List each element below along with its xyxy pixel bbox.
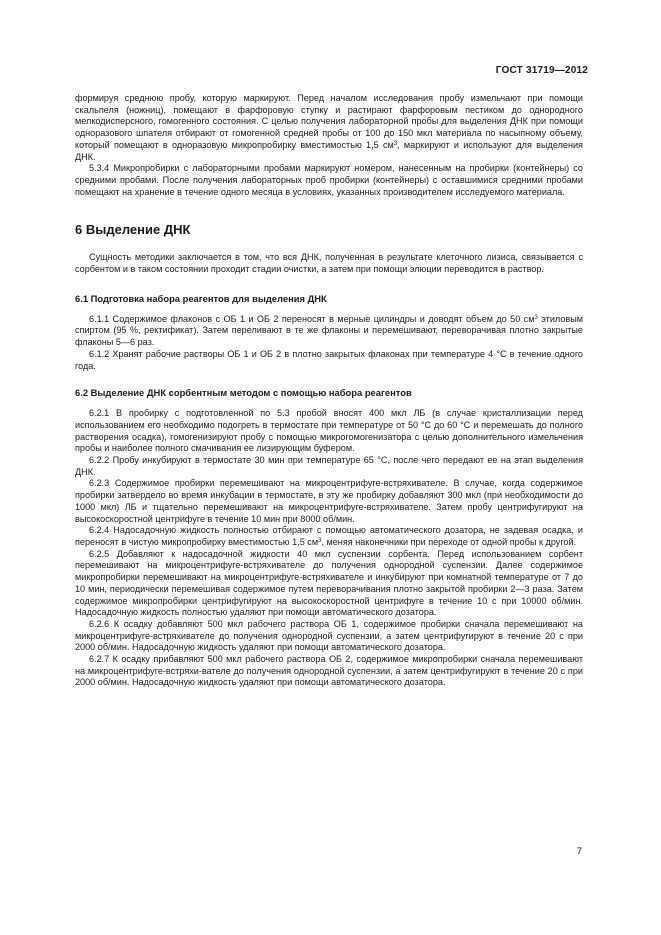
paragraph-6-2-1: 6.2.1 В пробирку с подготовленной по 5.3 пробой вносят 400 мкл ЛБ (в случае кристаллизации перед использованием его необходимо подогреть в термостате при температуре от 50 °С до 60 °С и перемешать до полного растворения осадка), гомогенизируют пробу с помощью микрогомогенизатора с целью дополнительного измельчения пробы и наиболее полного смачивания ее лизирующим буфером. [75, 408, 583, 454]
section-6-heading: 6 Выделение ДНК [75, 222, 191, 238]
paragraph-5-3-4: 5.3.4 Микропробирки с лабораторными пробами маркируют номером, нанесенным на пробирки (контейнеры) со средними пробами. После получения лабораторных проб пробирки (контейнеры) с оставшимися средними пробами помещают на хранение в течение одного месяца в условиях, указанных производителем исследуемого материала. [75, 163, 583, 197]
paragraph-6-2-5: 6.2.5 Добавляют к надосадочной жидкости 40 мкл суспензии сорбента. Перед использованием сорбент перемешивают на микроцентрифуге-встряхивателе до получения однородной суспензии. Далее содержимое микропробирки перемешивают на микроцентрифуге-встряхивателе и инкубируют при комнатной температуре от 7 до 10 мин, периодически перемешивая содержимое путем переворачивания плотно закрытой пробирки 2—3 раза. Затем содержимое микропробирки центрифугируют на высокоскоростной центрифуге в течение 10 с при 10000 об/мин. Надосадочную жидкость полностью удаляют при помощи автоматического дозатора. [75, 548, 583, 618]
paragraph-6-2-7: 6.2.7 К осадку прибавляют 500 мкл рабочего раствора ОБ 2, содержимое микропробирки сначала перемешивают на микроцентрифуге-встряхи-вателе до получения однородной суспензии, а затем центрифугируют в течение 20 с при 2000 об/мин. Надосадочную жидкость удаляют при помощи автоматического дозатора. [75, 654, 583, 688]
paragraph-continuation: формируя среднюю пробу, которую маркируют. Перед началом исследования пробу измельчают при помощи скальпеля (ножниц), помещают в фарфоровую ступку и растирают фарфоровым пестиком до однородного мелкодисперсного, гомогенного состояния. С целью получения лабораторной пробы для выделения ДНК при помощи одноразового шпателя отбирают от гомогенной средней пробы от 100 до 150 мкл материала по насыпному объему, который помещают в одноразовую микропробирку вместимостью 1,5 $см^3$, маркируют и используют для выделения ДНК. [75, 93, 583, 162]
page-number: 7 [576, 846, 582, 857]
section-6-2-heading: 6.2 Выделение ДНК сорбентным методом с помощью набора реагентов [75, 387, 412, 399]
paragraph-6-2-6: 6.2.6 К осадку добавляют 500 мкл рабочего раствора ОБ 1, содержимое пробирки сначала перемешивают на микроцентрифуге-встряхивателе до получения однородной суспензии, а затем центрифугируют в течение 20 с при 2000 об/мин. Надосадочную жидкость удаляют при помощи автоматического дозатора. [75, 618, 583, 653]
paragraph-6-2-3: 6.2.3 Содержимое пробирки перемешивают на микроцентрифуге-встряхивателе. В случае, когда содержимое пробирки затвердело во время инкубации в термостате, в эту же пробирку добавляют 300 мкл (при необходимости до 1000 мкл) ЛБ и тщательно перемешивают на микроцентрифуге-встряхивателе. Затем пробу центрифугируют на высокоскоростной центрифуге в течение 10 мин при 8000 об/мин. [75, 478, 583, 524]
page-content [75, 93, 583, 689]
paragraph-6-1-2: 6.1.2 Хранят рабочие растворы ОБ 1 и ОБ 2 в плотно закрытых флаконах при температуре 4 °С в течение одного года. [75, 348, 583, 371]
section-6-1-heading: 6.1 Подготовка набора реагентов для выделения ДНК [75, 292, 327, 304]
paragraph-6-2-2: 6.2.2 Пробу инкубируют в термостате 30 мин при температуре 65 °С, после чего передают ее на этап выделения ДНК. [75, 455, 583, 477]
paragraph-6-1-1: 6.1.1 Содержимое флаконов с ОБ 1 и ОБ 2 переносят в мерные цилиндры и доводят объем до 50 $см^3$ этиловым спиртом (95 %, ректификат). Затем переливают в те же флаконы и перемешивают, переворачивая плотно закрытые флаконы 5—6 раз. [75, 313, 583, 348]
standard-designation: ГОСТ 31719—2012 [495, 65, 588, 76]
paragraph-6-2-4: 6.2.4 Надосадочную жидкость полностью отбирают с помощью автоматического дозатора, не задевая осадка, и переносят в чистую микропробирку вместимостью 1,5 $см^3$, меняя наконечники при переходе от одной пробы к другой. [75, 525, 583, 547]
paragraph-section-6-intro: Сущность методики заключается в том, что вся ДНК, полученная в результате клеточного лизиса, связывается с сорбентом и в таком состоянии проходит стадии очистки, а затем при помощи элюции переводится в раствор. [75, 252, 583, 275]
